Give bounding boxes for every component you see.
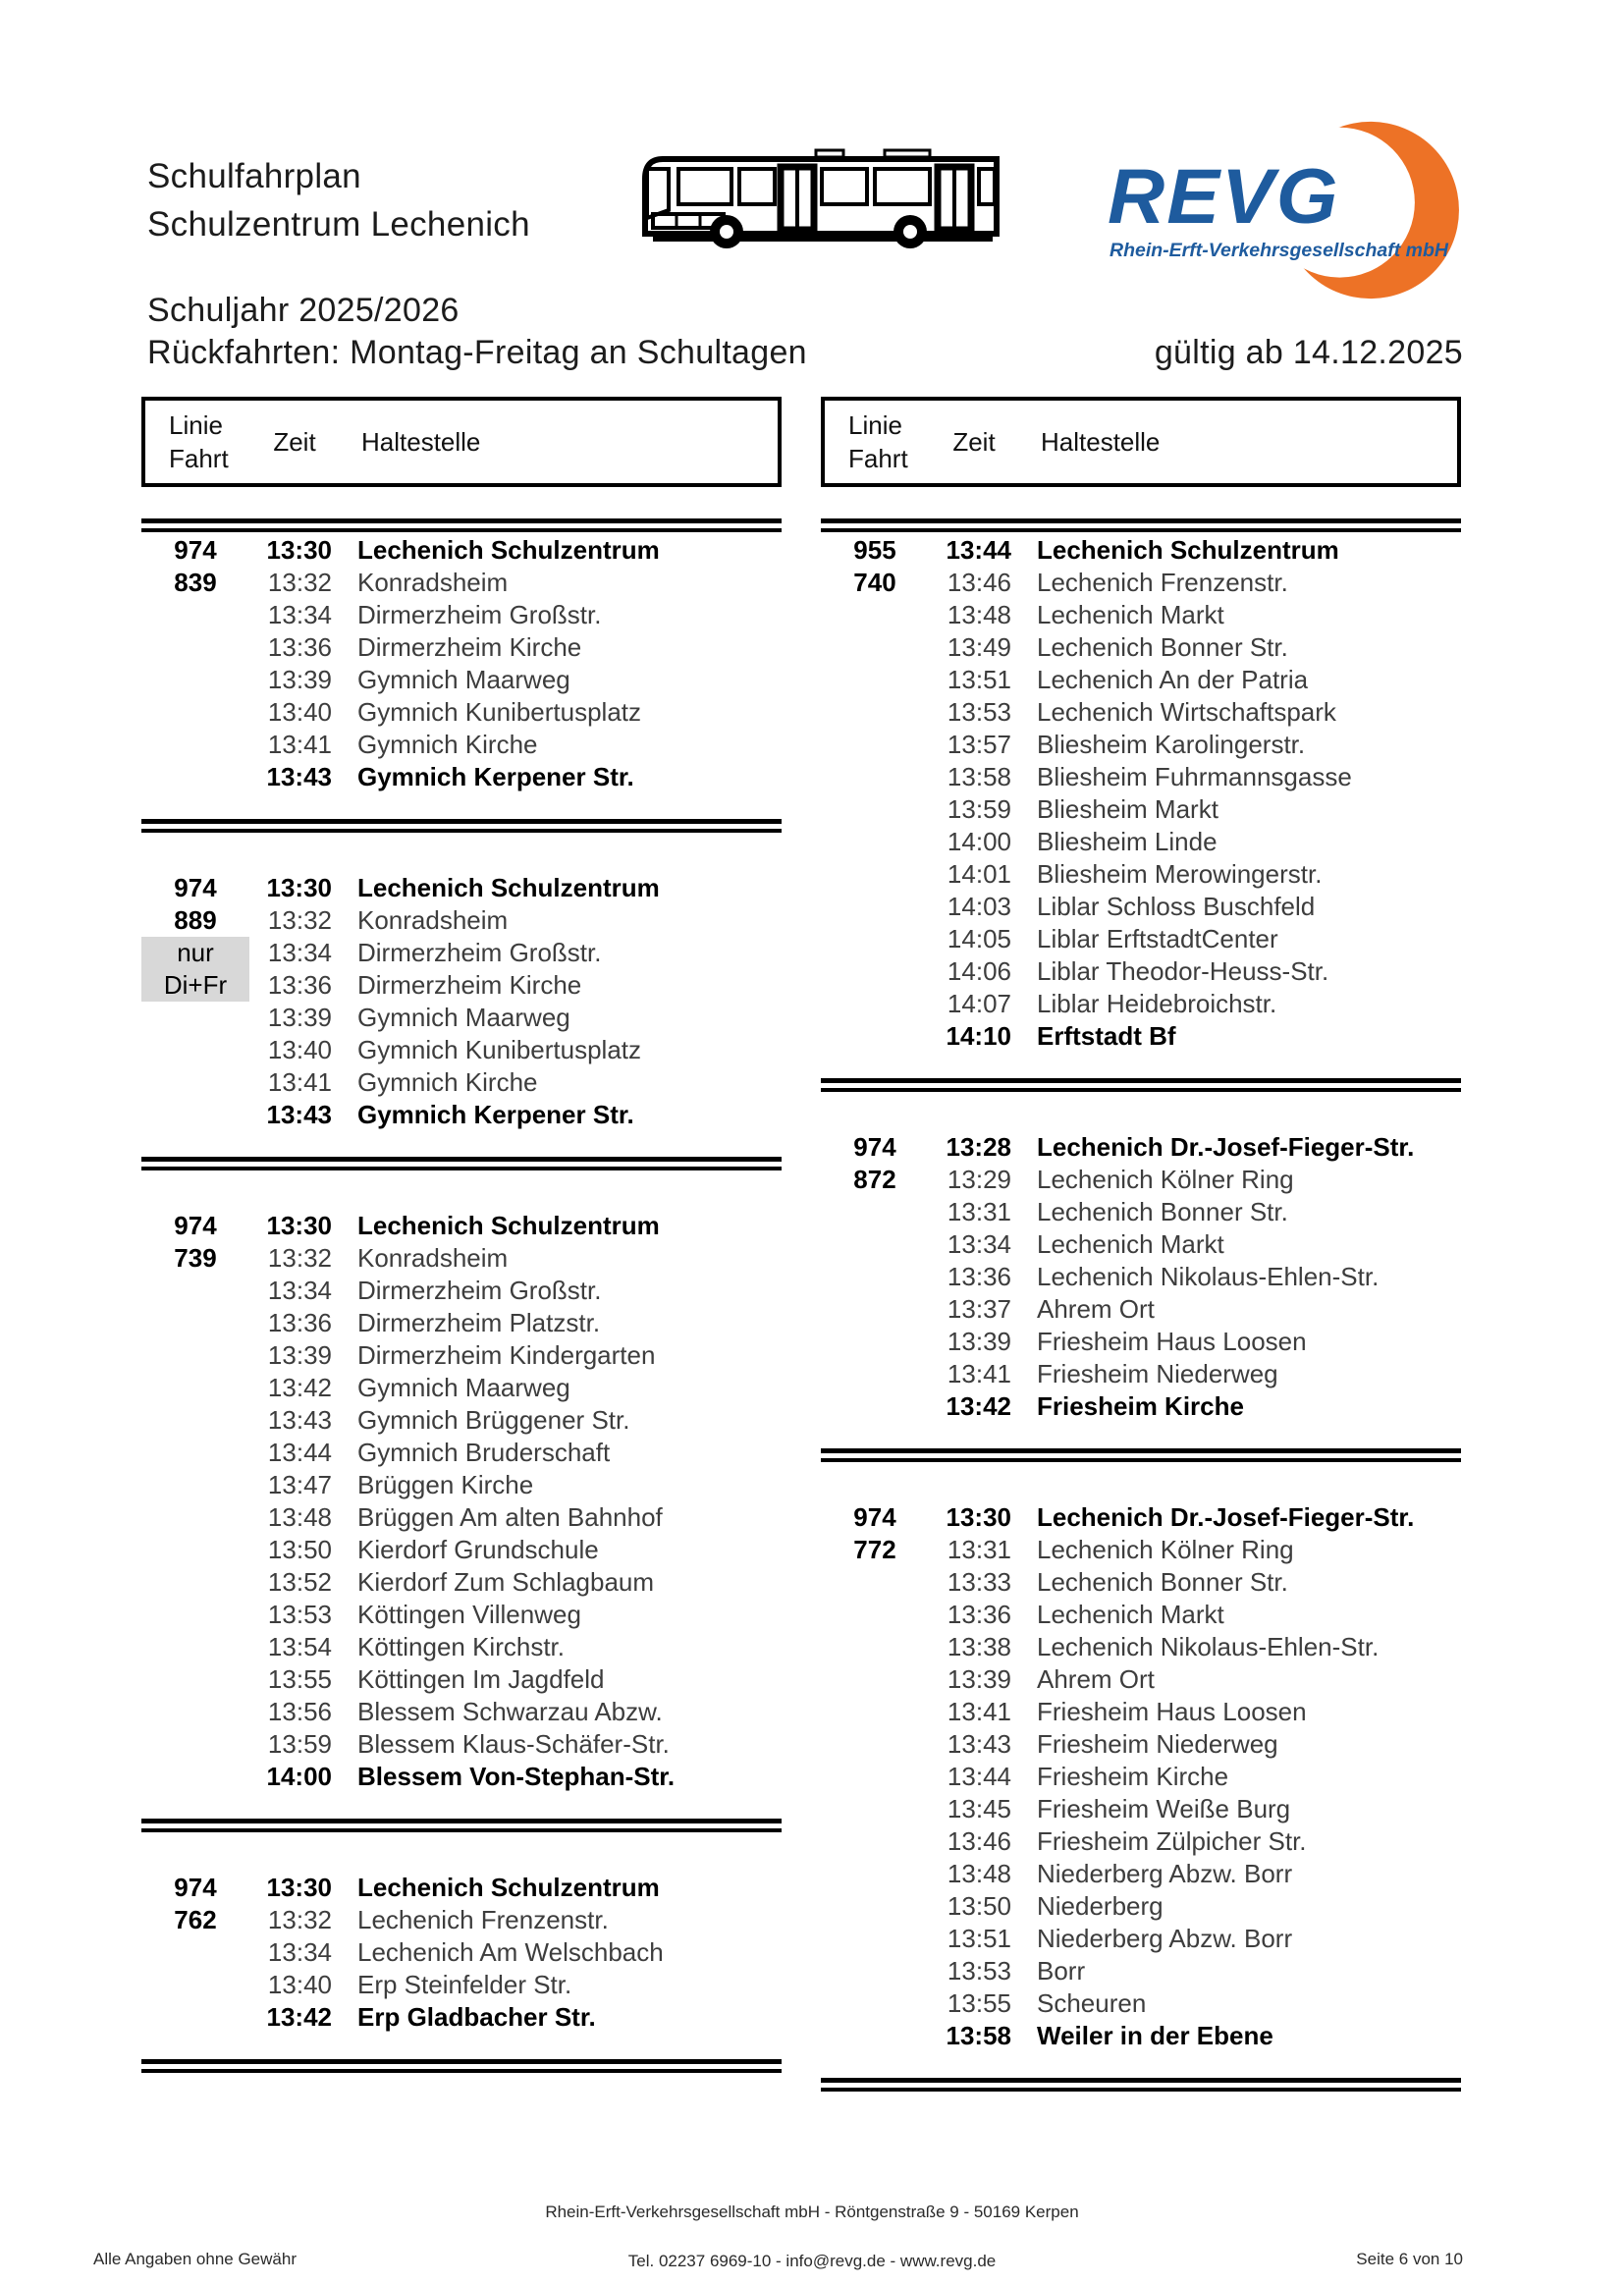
column-header-haltestelle: Haltestelle	[361, 426, 481, 457]
trip-block	[821, 534, 1461, 1053]
line-number: 974	[853, 1502, 896, 1532]
stop-name: Niederberg Abzw. Borr	[1037, 1859, 1293, 1888]
departure-time: 13:32	[267, 1243, 332, 1273]
departure-time: 13:42	[267, 1373, 332, 1402]
departure-time: 13:36	[267, 970, 332, 1000]
departure-time: 13:48	[947, 1859, 1011, 1888]
stop-name: Konradsheim	[357, 905, 509, 935]
table-header	[141, 397, 782, 487]
departure-time: 13:40	[267, 1035, 332, 1064]
stop-name: Gymnich Bruderschaft	[357, 1438, 611, 1467]
departure-time: 14:00	[947, 827, 1011, 856]
stop-name: Lechenich Markt	[1037, 1600, 1224, 1629]
departure-time: 13:32	[267, 1905, 332, 1934]
stop-name: Gymnich Kirche	[357, 730, 538, 759]
stop-name: Erp Steinfelder Str.	[357, 1970, 572, 1999]
stop-name: Bliesheim Linde	[1037, 827, 1218, 856]
stop-name: Friesheim Haus Loosen	[1037, 1327, 1307, 1356]
stop-name: Friesheim Niederweg	[1037, 1359, 1278, 1388]
departure-time: 13:50	[267, 1535, 332, 1564]
stop-name: Liblar Theodor-Heuss-Str.	[1037, 956, 1329, 986]
stop-name: Köttingen Im Jagdfeld	[357, 1664, 605, 1694]
departure-time: 13:37	[947, 1294, 1011, 1324]
trip-number: 839	[174, 568, 217, 597]
stop-name: Bliesheim Karolingerstr.	[1037, 730, 1306, 759]
school-year: Schuljahr 2025/2026	[147, 292, 460, 329]
stop-name: Friesheim Kirche	[1037, 1391, 1244, 1421]
departure-time: 13:44	[947, 1762, 1011, 1791]
stop-name: Niederberg	[1037, 1891, 1164, 1921]
stop-name: Gymnich Kunibertusplatz	[357, 697, 642, 727]
double-rule	[141, 2059, 782, 2073]
column-header-fahrt: Fahrt	[848, 444, 908, 473]
departure-time: 13:48	[267, 1502, 332, 1532]
stop-name: Ahrem Ort	[1037, 1294, 1155, 1324]
stop-name: Lechenich Kölner Ring	[1037, 1535, 1294, 1564]
departure-time: 13:43	[267, 1405, 332, 1435]
trip-block	[141, 534, 782, 793]
departure-time: 13:41	[947, 1697, 1011, 1726]
departure-time: 14:05	[947, 924, 1011, 953]
column-header-fahrt: Fahrt	[169, 444, 229, 473]
departure-time: 13:38	[947, 1632, 1011, 1661]
stop-name: Gymnich Kirche	[357, 1067, 538, 1097]
stop-name: Borr	[1037, 1956, 1086, 1986]
stop-name: Lechenich Dr.-Josef-Fieger-Str.	[1037, 1132, 1415, 1162]
departure-time: 13:43	[266, 1100, 332, 1129]
column-header-linie: Linie	[848, 410, 902, 440]
revg-logo	[1102, 106, 1467, 307]
departure-time: 14:00	[266, 1762, 332, 1791]
stop-name: Brüggen Am alten Bahnhof	[357, 1502, 663, 1532]
departure-time: 13:32	[267, 568, 332, 597]
line-number: 974	[174, 873, 217, 902]
service-note-line: Di+Fr	[163, 970, 228, 1000]
departure-time: 14:06	[947, 956, 1011, 986]
stop-name: Lechenich Markt	[1037, 1229, 1224, 1259]
service-note-line: nur	[177, 938, 214, 967]
stop-name: Friesheim Kirche	[1037, 1762, 1229, 1791]
document-title: Schulfahrplan	[147, 157, 361, 195]
stop-name: Lechenich Schulzentrum	[357, 1873, 660, 1902]
stop-name: Lechenich Frenzenstr.	[1037, 568, 1288, 597]
departure-time: 13:49	[947, 632, 1011, 662]
stop-name: Lechenich Nikolaus-Ehlen-Str.	[1037, 1632, 1380, 1661]
double-rule	[141, 1819, 782, 1832]
departure-time: 13:41	[267, 730, 332, 759]
trip-number: 889	[174, 905, 217, 935]
departure-time: 13:52	[267, 1567, 332, 1597]
departure-time: 13:53	[947, 1956, 1011, 1986]
departure-time: 13:45	[947, 1794, 1011, 1823]
departure-time: 13:55	[267, 1664, 332, 1694]
stop-name: Lechenich Markt	[1037, 600, 1224, 629]
trip-number: 739	[174, 1243, 217, 1273]
trip-number: 762	[174, 1905, 217, 1934]
stop-name: Gymnich Kerpener Str.	[357, 1100, 634, 1129]
departure-time: 13:28	[946, 1132, 1011, 1162]
departure-time: 13:39	[267, 1003, 332, 1032]
departure-time: 13:29	[947, 1165, 1011, 1194]
stop-name: Kierdorf Zum Schlagbaum	[357, 1567, 655, 1597]
stop-name: Gymnich Kunibertusplatz	[357, 1035, 642, 1064]
departure-time: 13:31	[947, 1197, 1011, 1226]
departure-time: 13:47	[267, 1470, 332, 1499]
departure-time: 13:34	[267, 1276, 332, 1305]
departure-time: 13:53	[947, 697, 1011, 727]
departure-time: 13:55	[947, 1988, 1011, 2018]
departure-time: 13:51	[947, 665, 1011, 694]
departure-time: 13:40	[267, 697, 332, 727]
column-header-zeit: Zeit	[952, 426, 996, 457]
departure-time: 13:43	[947, 1729, 1011, 1759]
bus-icon	[633, 145, 1016, 251]
stop-name: Köttingen Kirchstr.	[357, 1632, 565, 1661]
stop-name: Dirmerzheim Kindergarten	[357, 1340, 656, 1370]
stop-name: Gymnich Maarweg	[357, 1373, 570, 1402]
stop-name: Blessem Schwarzau Abzw.	[357, 1697, 663, 1726]
timetable-column-right	[821, 397, 1461, 2092]
departure-time: 13:48	[947, 600, 1011, 629]
stop-name: Lechenich Dr.-Josef-Fieger-Str.	[1037, 1502, 1415, 1532]
departure-time: 13:50	[947, 1891, 1011, 1921]
double-rule	[141, 518, 782, 532]
stop-name: Lechenich Kölner Ring	[1037, 1165, 1294, 1194]
stop-name: Bliesheim Markt	[1037, 794, 1218, 824]
departure-time: 13:59	[947, 794, 1011, 824]
departure-time: 13:44	[946, 535, 1011, 565]
departure-time: 13:56	[267, 1697, 332, 1726]
departure-time: 13:34	[267, 938, 332, 967]
trip-block	[821, 1501, 1461, 2052]
stop-name: Dirmerzheim Kirche	[357, 970, 582, 1000]
departure-time: 13:43	[266, 762, 332, 791]
departure-time: 13:44	[267, 1438, 332, 1467]
double-rule	[821, 1448, 1461, 1462]
double-rule	[141, 1157, 782, 1170]
departure-time: 13:54	[267, 1632, 332, 1661]
departure-time: 13:46	[947, 1826, 1011, 1856]
stop-name: Friesheim Weiße Burg	[1037, 1794, 1291, 1823]
trip-block	[821, 1131, 1461, 1423]
stop-name: Kierdorf Grundschule	[357, 1535, 599, 1564]
stop-name: Dirmerzheim Platzstr.	[357, 1308, 601, 1337]
stop-name: Köttingen Villenweg	[357, 1600, 581, 1629]
stop-name: Liblar Schloss Buschfeld	[1037, 892, 1316, 921]
departure-time: 13:39	[267, 1340, 332, 1370]
double-rule	[141, 819, 782, 833]
stop-name: Lechenich Schulzentrum	[357, 873, 660, 902]
departure-time: 13:36	[947, 1262, 1011, 1291]
stop-name: Konradsheim	[357, 1243, 509, 1273]
departure-time: 13:36	[267, 632, 332, 662]
stop-name: Lechenich Schulzentrum	[357, 1211, 660, 1240]
departure-time: 13:58	[947, 762, 1011, 791]
departure-time: 14:01	[947, 859, 1011, 889]
stop-name: Dirmerzheim Kirche	[357, 632, 582, 662]
column-header-linie-fahrt	[825, 408, 933, 475]
line-number: 974	[174, 1873, 217, 1902]
departure-time: 13:39	[947, 1664, 1011, 1694]
stop-name: Dirmerzheim Großstr.	[357, 600, 602, 629]
departure-time: 13:30	[266, 873, 332, 902]
double-rule	[821, 1078, 1461, 1092]
stop-name: Lechenich Bonner Str.	[1037, 632, 1288, 662]
column-header-linie: Linie	[169, 410, 223, 440]
departure-time: 14:03	[947, 892, 1011, 921]
stop-name: Bliesheim Merowingerstr.	[1037, 859, 1323, 889]
departure-time: 13:53	[267, 1600, 332, 1629]
stop-name: Friesheim Haus Loosen	[1037, 1697, 1307, 1726]
stop-name: Erp Gladbacher Str.	[357, 2002, 596, 2032]
stop-name: Gymnich Kerpener Str.	[357, 762, 634, 791]
footer-disclaimer: Alle Angaben ohne Gewähr	[93, 2250, 297, 2268]
departure-time: 13:31	[947, 1535, 1011, 1564]
line-number: 974	[853, 1132, 896, 1162]
stop-name: Niederberg Abzw. Borr	[1037, 1924, 1293, 1953]
direction-subtitle: Rückfahrten: Montag-Freitag an Schultagen	[147, 334, 807, 371]
stop-name: Blessem Von-Stephan-Str.	[357, 1762, 676, 1791]
service-note	[141, 937, 249, 1002]
stop-name: Friesheim Niederweg	[1037, 1729, 1278, 1759]
departure-time: 14:10	[946, 1021, 1011, 1051]
departure-time: 13:46	[947, 568, 1011, 597]
departure-time: 13:34	[267, 600, 332, 629]
stop-name: Gymnich Brüggener Str.	[357, 1405, 630, 1435]
departure-time: 13:39	[947, 1327, 1011, 1356]
departure-time: 13:51	[947, 1924, 1011, 1953]
stop-name: Liblar Heidebroichstr.	[1037, 989, 1277, 1018]
stop-name: Lechenich Bonner Str.	[1037, 1197, 1288, 1226]
departure-time: 13:30	[266, 535, 332, 565]
footer-contact: Tel. 02237 6969-10 - info@revg.de - www.revg.de	[627, 2252, 997, 2270]
trip-block	[141, 872, 782, 1131]
stop-name: Gymnich Maarweg	[357, 665, 570, 694]
departure-time: 13:34	[267, 1937, 332, 1967]
school-name: Schulzentrum Lechenich	[147, 205, 530, 244]
departure-time: 13:30	[266, 1211, 332, 1240]
departure-time: 13:39	[267, 665, 332, 694]
column-header-zeit: Zeit	[273, 426, 316, 457]
departure-time: 13:59	[267, 1729, 332, 1759]
stop-name: Erftstadt Bf	[1037, 1021, 1176, 1051]
stop-name: Lechenich Bonner Str.	[1037, 1567, 1288, 1597]
stop-name: Lechenich Wirtschaftspark	[1037, 697, 1336, 727]
stop-name: Ahrem Ort	[1037, 1664, 1155, 1694]
stop-name: Brüggen Kirche	[357, 1470, 534, 1499]
trip-block	[141, 1872, 782, 2034]
stop-name: Bliesheim Fuhrmannsgasse	[1037, 762, 1352, 791]
stop-name: Dirmerzheim Großstr.	[357, 938, 602, 967]
departure-time: 13:42	[266, 2002, 332, 2032]
timetable-column-left	[141, 397, 782, 2073]
stop-name: Gymnich Maarweg	[357, 1003, 570, 1032]
footer-page-number: Seite 6 von 10	[1356, 2250, 1463, 2268]
stop-name: Friesheim Zülpicher Str.	[1037, 1826, 1307, 1856]
footer-company-address: Rhein-Erft-Verkehrsgesellschaft mbH - Röntgenstraße 9 - 50169 Kerpen	[545, 2203, 1079, 2221]
double-rule	[821, 2078, 1461, 2092]
stop-name: Liblar ErftstadtCenter	[1037, 924, 1278, 953]
stop-name: Dirmerzheim Großstr.	[357, 1276, 602, 1305]
line-number: 974	[174, 1211, 217, 1240]
stop-name: Lechenich Schulzentrum	[1037, 535, 1339, 565]
stop-name: Lechenich An der Patria	[1037, 665, 1309, 694]
departure-time: 13:41	[267, 1067, 332, 1097]
departure-time: 13:40	[267, 1970, 332, 1999]
stop-name: Konradsheim	[357, 568, 509, 597]
valid-from-date: gültig ab 14.12.2025	[1154, 334, 1463, 371]
trip-number: 872	[853, 1165, 896, 1194]
departure-time: 13:34	[947, 1229, 1011, 1259]
stop-name: Weiler in der Ebene	[1037, 2021, 1273, 2050]
trip-number: 740	[853, 568, 896, 597]
revg-wordmark: REVG	[1108, 152, 1340, 240]
stop-name: Scheuren	[1037, 1988, 1147, 2018]
stop-name: Lechenich Frenzenstr.	[357, 1905, 609, 1934]
departure-time: 14:07	[947, 989, 1011, 1018]
departure-time: 13:41	[947, 1359, 1011, 1388]
departure-time: 13:32	[267, 905, 332, 935]
departure-time: 13:57	[947, 730, 1011, 759]
departure-time: 13:36	[267, 1308, 332, 1337]
departure-time: 13:30	[946, 1502, 1011, 1532]
revg-company-name: Rhein-Erft-Verkehrsgesellschaft mbH	[1110, 240, 1448, 261]
departure-time: 13:33	[947, 1567, 1011, 1597]
column-header-haltestelle: Haltestelle	[1041, 426, 1161, 457]
stop-name: Lechenich Nikolaus-Ehlen-Str.	[1037, 1262, 1380, 1291]
stop-name: Blessem Klaus-Schäfer-Str.	[357, 1729, 670, 1759]
line-number: 955	[853, 535, 896, 565]
stop-name: Lechenich Am Welschbach	[357, 1937, 664, 1967]
departure-time: 13:30	[266, 1873, 332, 1902]
column-header-linie-fahrt	[145, 408, 253, 475]
trip-number: 772	[853, 1535, 896, 1564]
line-number: 974	[174, 535, 217, 565]
trip-block	[141, 1210, 782, 1793]
departure-time: 13:42	[946, 1391, 1011, 1421]
stop-name: Lechenich Schulzentrum	[357, 535, 660, 565]
departure-time: 13:36	[947, 1600, 1011, 1629]
double-rule	[821, 518, 1461, 532]
table-header	[821, 397, 1461, 487]
departure-time: 13:58	[946, 2021, 1011, 2050]
